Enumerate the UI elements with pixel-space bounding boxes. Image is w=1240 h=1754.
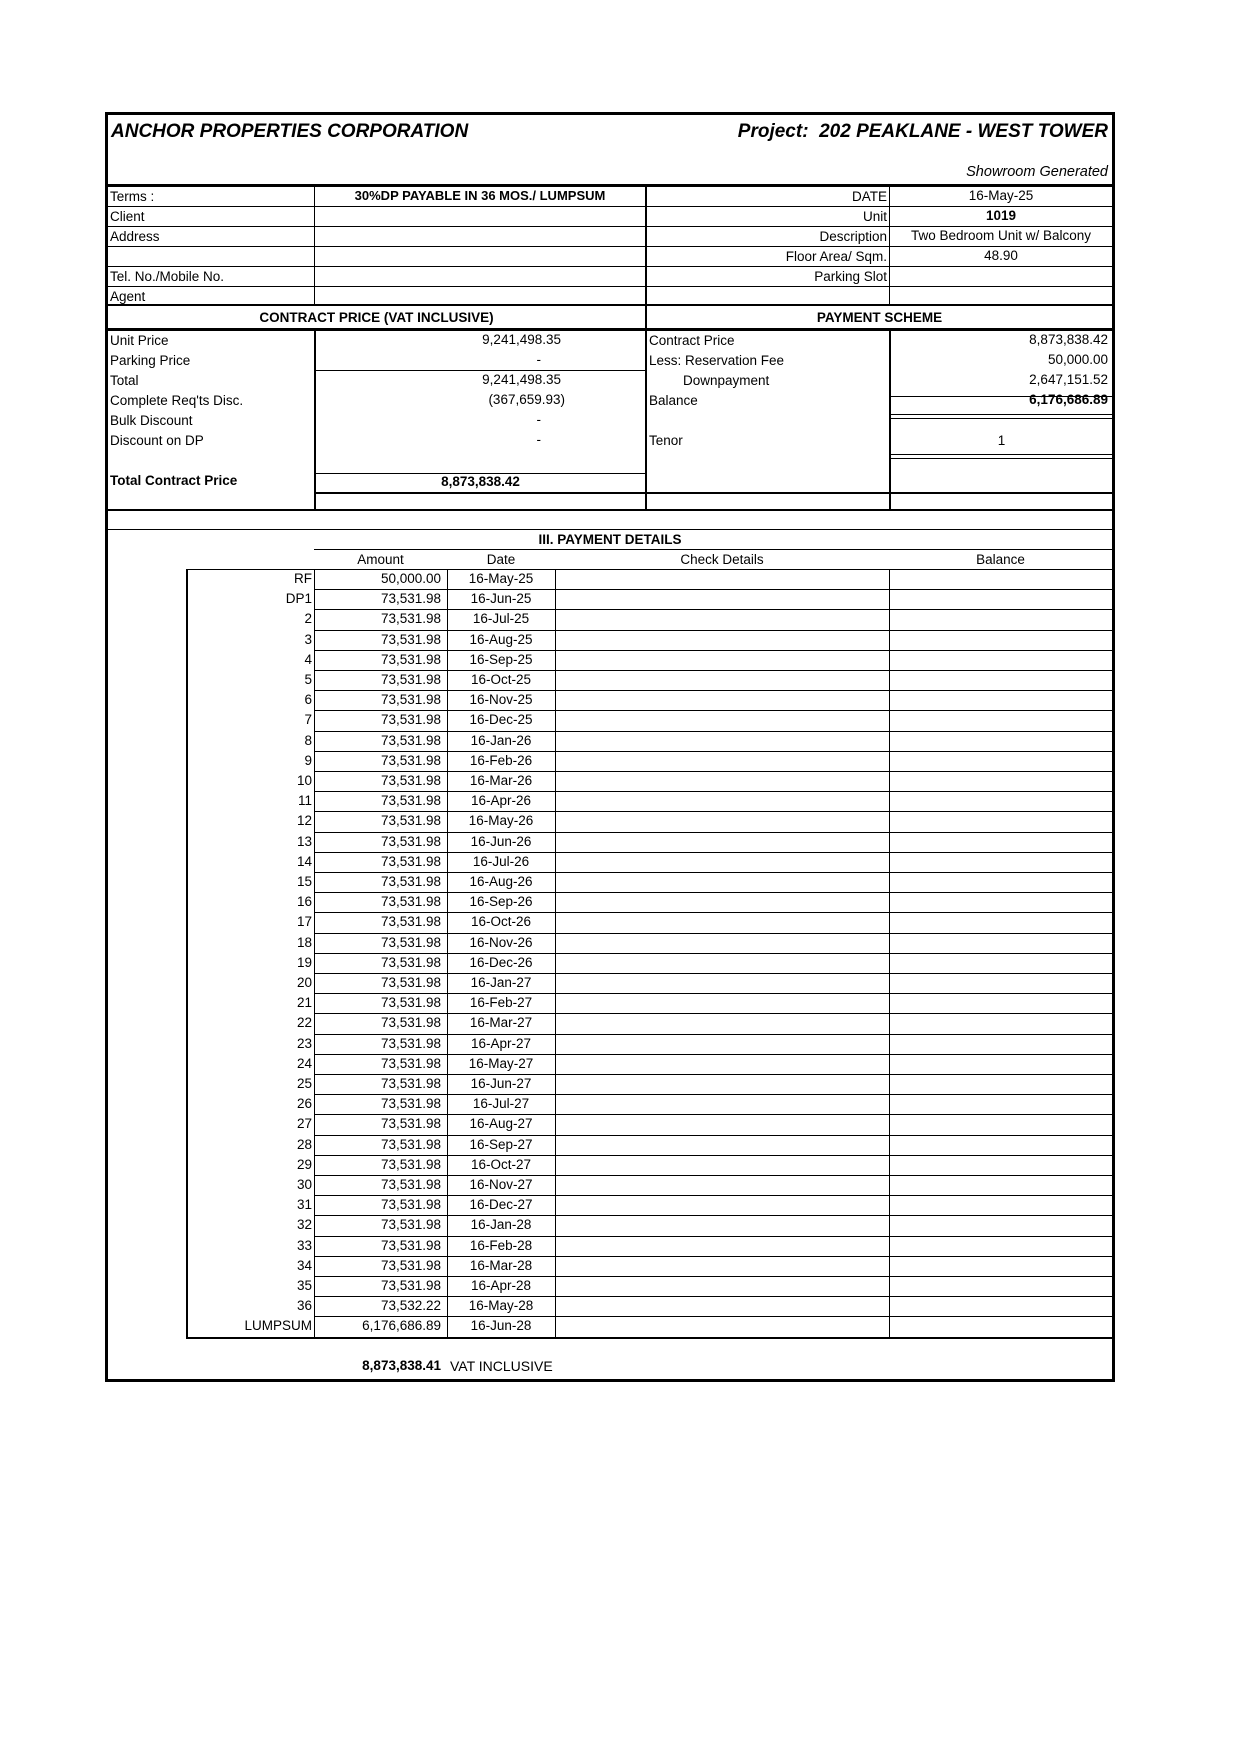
ps-contract-price-label: Contract Price bbox=[649, 333, 735, 348]
project-label: Project: bbox=[737, 121, 809, 142]
row-balance[interactable] bbox=[889, 1034, 1112, 1054]
table-row bbox=[108, 589, 1112, 609]
row-date: 16-Feb-28 bbox=[469, 1237, 533, 1253]
row-date: 16-Feb-26 bbox=[469, 752, 533, 768]
ps-downpayment-value: 2,647,151.52 bbox=[1029, 372, 1108, 387]
table-row bbox=[108, 1155, 1112, 1175]
table-row bbox=[108, 609, 1112, 629]
row-amount: 73,531.98 bbox=[380, 1156, 441, 1172]
row-check-details[interactable] bbox=[555, 1094, 889, 1114]
row-label: 3 bbox=[304, 631, 312, 647]
divider bbox=[108, 509, 1112, 511]
row-amount: 50,000.00 bbox=[380, 571, 441, 586]
row-check-details[interactable] bbox=[555, 1276, 889, 1296]
row-check-details[interactable] bbox=[555, 811, 889, 831]
ps-balance-value: 6,176,686.89 bbox=[1029, 392, 1108, 407]
row-label: 13 bbox=[296, 833, 312, 849]
row-check-details[interactable] bbox=[555, 933, 889, 953]
row-check-details[interactable] bbox=[555, 993, 889, 1013]
table-row bbox=[108, 1094, 1112, 1114]
unit-price-label: Unit Price bbox=[110, 333, 169, 348]
row-amount: 73,531.98 bbox=[380, 732, 441, 748]
row-check-details[interactable] bbox=[555, 852, 889, 872]
table-row bbox=[108, 690, 1112, 710]
discount-dp-label: Discount on DP bbox=[110, 433, 204, 448]
row-balance[interactable] bbox=[889, 973, 1112, 993]
row-amount: 73,531.98 bbox=[380, 793, 441, 809]
row-balance[interactable] bbox=[889, 811, 1112, 831]
row-amount: 73,531.98 bbox=[380, 833, 441, 849]
row-date: 16-Dec-25 bbox=[469, 712, 533, 728]
grand-total: 8,873,838.41 bbox=[362, 1358, 441, 1373]
row-balance[interactable] bbox=[889, 1296, 1112, 1316]
row-amount: 73,531.98 bbox=[380, 692, 441, 708]
row-amount: 73,531.98 bbox=[380, 1237, 441, 1253]
row-date: 16-May-25 bbox=[468, 571, 534, 586]
row-balance[interactable] bbox=[889, 953, 1112, 973]
row-date: 16-Mar-26 bbox=[469, 773, 533, 788]
row-date: 16-Dec-27 bbox=[469, 1197, 533, 1213]
row-date: 16-Jun-26 bbox=[470, 833, 532, 849]
unit-value: 1019 bbox=[985, 208, 1017, 223]
row-amount: 73,531.98 bbox=[380, 591, 441, 607]
row-date: 16-Jul-26 bbox=[472, 853, 530, 869]
ps-tenor-value: 1 bbox=[997, 433, 1006, 448]
row-amount: 73,531.98 bbox=[380, 631, 441, 647]
table-row bbox=[108, 1074, 1112, 1094]
row-date: 16-Apr-26 bbox=[470, 793, 532, 809]
row-amount: 73,531.98 bbox=[380, 874, 441, 889]
row-balance[interactable] bbox=[889, 933, 1112, 953]
table-row bbox=[108, 892, 1112, 912]
table-row bbox=[108, 1236, 1112, 1256]
client-label: Client bbox=[110, 209, 145, 224]
contract-price-title: CONTRACT PRICE (VAT INCLUSIVE) bbox=[259, 310, 494, 325]
row-label: 26 bbox=[296, 1096, 312, 1112]
divider bbox=[645, 306, 647, 328]
row-balance[interactable] bbox=[889, 1215, 1112, 1235]
row-label: 25 bbox=[296, 1076, 312, 1091]
row-balance[interactable] bbox=[889, 791, 1112, 811]
divider bbox=[645, 185, 647, 305]
row-label: 6 bbox=[304, 692, 312, 708]
col-amount-header: Amount bbox=[357, 552, 404, 567]
row-balance[interactable] bbox=[889, 1013, 1112, 1033]
table-row bbox=[108, 811, 1112, 831]
row-check-details[interactable] bbox=[555, 690, 889, 710]
row-label: 10 bbox=[296, 773, 312, 788]
row-label: 11 bbox=[297, 793, 312, 809]
row-amount: 73,531.98 bbox=[380, 1136, 441, 1152]
row-amount: 73,531.98 bbox=[380, 853, 441, 869]
project-name: 202 PEAKLANE - WEST TOWER bbox=[819, 121, 1108, 142]
row-check-details[interactable] bbox=[555, 892, 889, 912]
row-amount: 73,531.98 bbox=[380, 1257, 441, 1273]
row-check-details[interactable] bbox=[555, 630, 889, 650]
parking-price-label: Parking Price bbox=[110, 353, 191, 368]
row-balance[interactable] bbox=[889, 771, 1112, 791]
table-row bbox=[108, 1034, 1112, 1054]
row-amount: 73,531.98 bbox=[380, 1278, 441, 1293]
terms-value: 30%DP PAYABLE IN 36 MOS./ LUMPSUM bbox=[354, 188, 606, 203]
table-row bbox=[108, 710, 1112, 730]
row-date: 16-Oct-25 bbox=[470, 672, 532, 687]
row-balance[interactable] bbox=[889, 731, 1112, 751]
payment-table bbox=[108, 569, 1112, 1355]
row-amount: 73,531.98 bbox=[380, 975, 441, 990]
divider bbox=[108, 286, 1112, 287]
row-check-details[interactable] bbox=[555, 1236, 889, 1256]
row-balance[interactable] bbox=[889, 1276, 1112, 1296]
ps-tenor-label: Tenor bbox=[649, 433, 683, 448]
table-row bbox=[108, 751, 1112, 771]
row-date: 16-Nov-27 bbox=[469, 1177, 533, 1192]
row-check-details[interactable] bbox=[555, 1114, 889, 1134]
row-label: 31 bbox=[296, 1197, 312, 1213]
row-balance[interactable] bbox=[889, 1114, 1112, 1134]
table-row bbox=[108, 852, 1112, 872]
date-label: DATE bbox=[851, 189, 887, 204]
row-date: 16-Aug-27 bbox=[469, 1116, 533, 1132]
row-label: 36 bbox=[296, 1298, 312, 1314]
row-balance[interactable] bbox=[889, 852, 1112, 872]
row-check-details[interactable] bbox=[555, 589, 889, 609]
parking-price-value: - bbox=[536, 352, 541, 367]
description-label: Description bbox=[819, 229, 887, 244]
row-check-details[interactable] bbox=[555, 791, 889, 811]
row-label: LUMPSUM bbox=[244, 1318, 312, 1334]
row-check-details[interactable] bbox=[555, 771, 889, 791]
table-row bbox=[108, 1256, 1112, 1276]
row-label: 2 bbox=[304, 611, 312, 627]
row-balance[interactable] bbox=[889, 670, 1112, 690]
row-balance[interactable] bbox=[889, 1135, 1112, 1155]
table-row bbox=[108, 791, 1112, 811]
row-label: 8 bbox=[304, 732, 312, 748]
row-check-details[interactable] bbox=[555, 1316, 889, 1336]
row-date: 16-Sep-26 bbox=[469, 894, 533, 910]
divider bbox=[891, 414, 1112, 419]
row-date: 16-Jul-27 bbox=[472, 1096, 530, 1112]
row-check-details[interactable] bbox=[555, 832, 889, 852]
row-balance[interactable] bbox=[889, 1316, 1112, 1336]
divider bbox=[186, 1337, 1112, 1339]
terms-label: Terms : bbox=[110, 189, 155, 204]
divider bbox=[108, 266, 1112, 267]
col-balance-header: Balance bbox=[976, 552, 1025, 567]
row-date: 16-Jun-28 bbox=[470, 1318, 532, 1334]
table-row bbox=[108, 1114, 1112, 1134]
row-label: 29 bbox=[296, 1156, 312, 1172]
ps-reservation-label: Less: Reservation Fee bbox=[649, 353, 785, 368]
row-date: 16-Dec-26 bbox=[469, 954, 533, 970]
row-balance[interactable] bbox=[889, 1195, 1112, 1215]
row-balance[interactable] bbox=[889, 589, 1112, 609]
divider bbox=[315, 492, 646, 494]
row-amount: 73,531.98 bbox=[380, 813, 441, 829]
row-balance[interactable] bbox=[889, 650, 1112, 670]
row-balance[interactable] bbox=[889, 569, 1112, 589]
row-date: 16-Mar-27 bbox=[469, 1015, 533, 1031]
table-row bbox=[108, 912, 1112, 932]
generated-by: Showroom Generated bbox=[966, 164, 1108, 180]
complete-reqs-value: (367,659.93) bbox=[488, 392, 565, 407]
bulk-discount-label: Bulk Discount bbox=[110, 413, 193, 428]
row-balance[interactable] bbox=[889, 1094, 1112, 1114]
row-balance[interactable] bbox=[889, 912, 1112, 932]
table-row bbox=[108, 1195, 1112, 1215]
row-date: 16-May-27 bbox=[468, 1055, 534, 1071]
row-balance[interactable] bbox=[889, 710, 1112, 730]
row-label: 19 bbox=[296, 954, 312, 970]
table-row bbox=[108, 933, 1112, 953]
row-balance[interactable] bbox=[889, 872, 1112, 892]
row-amount: 73,531.98 bbox=[380, 712, 441, 728]
row-amount: 73,531.98 bbox=[380, 672, 441, 687]
ps-balance-label: Balance bbox=[649, 393, 698, 408]
row-check-details[interactable] bbox=[555, 973, 889, 993]
table-row bbox=[108, 771, 1112, 791]
row-balance[interactable] bbox=[889, 892, 1112, 912]
table-row bbox=[108, 872, 1112, 892]
row-amount: 73,531.98 bbox=[380, 752, 441, 768]
row-amount: 73,531.98 bbox=[380, 773, 441, 788]
table-row bbox=[108, 993, 1112, 1013]
row-amount: 6,176,686.89 bbox=[362, 1318, 441, 1334]
row-check-details[interactable] bbox=[555, 953, 889, 973]
row-balance[interactable] bbox=[889, 1256, 1112, 1276]
table-row bbox=[108, 973, 1112, 993]
row-amount: 73,531.98 bbox=[380, 1096, 441, 1112]
row-label: 20 bbox=[296, 975, 312, 990]
ps-contract-price-value: 8,873,838.42 bbox=[1029, 332, 1108, 347]
row-balance[interactable] bbox=[889, 832, 1112, 852]
col-check-header: Check Details bbox=[680, 552, 764, 567]
row-label: 4 bbox=[304, 651, 312, 667]
row-date: 16-Jan-27 bbox=[470, 975, 532, 990]
row-label: 7 bbox=[304, 712, 312, 728]
ps-downpayment-label: Downpayment bbox=[683, 373, 770, 388]
ps-reservation-value: 50,000.00 bbox=[1047, 352, 1108, 367]
row-check-details[interactable] bbox=[555, 1013, 889, 1033]
tel-label: Tel. No./Mobile No. bbox=[110, 269, 225, 284]
total-contract-value: 8,873,838.42 bbox=[441, 474, 520, 489]
row-balance[interactable] bbox=[889, 1074, 1112, 1094]
row-label: 35 bbox=[296, 1278, 312, 1293]
row-check-details[interactable] bbox=[555, 1034, 889, 1054]
parking-slot-label: Parking Slot bbox=[814, 269, 887, 284]
row-balance[interactable] bbox=[889, 751, 1112, 771]
floor-area-value: 48.90 bbox=[984, 248, 1018, 263]
row-date: 16-Apr-27 bbox=[470, 1035, 532, 1051]
row-balance[interactable] bbox=[889, 1175, 1112, 1195]
date-value: 16-May-25 bbox=[968, 188, 1034, 203]
table-row bbox=[108, 731, 1112, 751]
row-balance[interactable] bbox=[889, 993, 1112, 1013]
row-balance[interactable] bbox=[889, 1155, 1112, 1175]
row-check-details[interactable] bbox=[555, 912, 889, 932]
row-amount: 73,531.98 bbox=[380, 954, 441, 970]
total-contract-label: Total Contract Price bbox=[110, 473, 238, 488]
row-label: 34 bbox=[296, 1257, 312, 1273]
row-label: 22 bbox=[296, 1015, 312, 1031]
table-row bbox=[108, 1175, 1112, 1195]
row-date: 16-Aug-25 bbox=[469, 631, 533, 647]
row-label: 5 bbox=[304, 672, 312, 687]
row-check-details[interactable] bbox=[555, 1074, 889, 1094]
table-row bbox=[108, 832, 1112, 852]
col-date-header: Date bbox=[486, 552, 516, 567]
row-check-details[interactable] bbox=[555, 1296, 889, 1316]
total-label: Total bbox=[110, 373, 139, 388]
divider bbox=[647, 492, 1112, 494]
table-row bbox=[108, 569, 1112, 589]
row-date: 16-Mar-28 bbox=[469, 1257, 533, 1273]
row-date: 16-May-26 bbox=[468, 813, 534, 829]
address-label: Address bbox=[110, 229, 160, 244]
row-check-details[interactable] bbox=[555, 1256, 889, 1276]
row-label: 17 bbox=[296, 914, 312, 930]
divider bbox=[891, 454, 1112, 459]
unit-label: Unit bbox=[862, 209, 887, 224]
row-amount: 73,531.98 bbox=[380, 1015, 441, 1031]
row-label: 32 bbox=[296, 1217, 312, 1233]
row-date: 16-Nov-26 bbox=[469, 934, 533, 950]
row-amount: 73,531.98 bbox=[380, 1177, 441, 1192]
divider bbox=[108, 304, 1112, 306]
row-amount: 73,531.98 bbox=[380, 651, 441, 667]
total-value: 9,241,498.35 bbox=[482, 372, 561, 387]
contract-sheet bbox=[105, 112, 1115, 1382]
row-balance[interactable] bbox=[889, 630, 1112, 650]
unit-price-value: 9,241,498.35 bbox=[482, 332, 561, 347]
row-date: 16-Jun-25 bbox=[470, 591, 532, 607]
row-label: 16 bbox=[296, 894, 312, 910]
row-label: 24 bbox=[296, 1055, 312, 1071]
complete-reqs-label: Complete Req'ts Disc. bbox=[110, 393, 244, 408]
row-balance[interactable] bbox=[889, 690, 1112, 710]
row-label: 12 bbox=[296, 813, 312, 829]
row-amount: 73,531.98 bbox=[380, 1217, 441, 1233]
table-row bbox=[108, 1215, 1112, 1235]
row-check-details[interactable] bbox=[555, 1054, 889, 1074]
row-label: DP1 bbox=[285, 591, 312, 607]
row-date: 16-Aug-26 bbox=[469, 874, 533, 889]
row-date: 16-May-28 bbox=[468, 1298, 534, 1314]
row-date: 16-Jan-26 bbox=[470, 732, 532, 748]
row-date: 16-Oct-26 bbox=[470, 914, 532, 930]
row-amount: 73,531.98 bbox=[380, 995, 441, 1011]
payment-scheme-title: PAYMENT SCHEME bbox=[816, 310, 943, 325]
agent-label: Agent bbox=[110, 289, 146, 304]
row-date: 16-Feb-27 bbox=[469, 995, 533, 1011]
row-date: 16-Jul-25 bbox=[472, 611, 530, 627]
row-amount: 73,531.98 bbox=[380, 934, 441, 950]
row-label: RF bbox=[294, 571, 312, 586]
row-label: 23 bbox=[296, 1035, 312, 1051]
table-row bbox=[108, 1135, 1112, 1155]
row-check-details[interactable] bbox=[555, 1215, 889, 1235]
row-date: 16-Apr-28 bbox=[470, 1278, 532, 1293]
description-value: Two Bedroom Unit w/ Balcony bbox=[910, 228, 1092, 243]
row-check-details[interactable] bbox=[555, 1195, 889, 1215]
row-amount: 73,531.98 bbox=[380, 894, 441, 910]
grand-total-note: VAT INCLUSIVE bbox=[450, 1358, 553, 1374]
row-balance[interactable] bbox=[889, 1054, 1112, 1074]
row-balance[interactable] bbox=[889, 609, 1112, 629]
row-check-details[interactable] bbox=[555, 1175, 889, 1195]
table-row bbox=[108, 953, 1112, 973]
row-amount: 73,531.98 bbox=[380, 1055, 441, 1071]
row-label: 30 bbox=[296, 1177, 312, 1192]
row-date: 16-Jun-27 bbox=[470, 1076, 532, 1091]
row-check-details[interactable] bbox=[555, 569, 889, 589]
row-amount: 73,531.98 bbox=[380, 1197, 441, 1213]
table-row bbox=[108, 630, 1112, 650]
row-label: 14 bbox=[296, 853, 312, 869]
row-check-details[interactable] bbox=[555, 1135, 889, 1155]
table-row bbox=[108, 1316, 1112, 1336]
row-amount: 73,531.98 bbox=[380, 914, 441, 930]
row-amount: 73,531.98 bbox=[380, 1076, 441, 1091]
company-name: ANCHOR PROPERTIES CORPORATION bbox=[111, 121, 469, 142]
table-row bbox=[108, 1013, 1112, 1033]
row-amount: 73,531.98 bbox=[380, 1116, 441, 1132]
row-label: 18 bbox=[296, 934, 312, 950]
bulk-discount-value: - bbox=[536, 412, 541, 427]
row-amount: 73,531.98 bbox=[380, 611, 441, 627]
row-date: 16-Jan-28 bbox=[470, 1217, 532, 1233]
payment-details-title: III. PAYMENT DETAILS bbox=[538, 532, 682, 547]
table-row bbox=[108, 650, 1112, 670]
row-label: 15 bbox=[296, 874, 312, 889]
row-date: 16-Sep-25 bbox=[469, 651, 533, 667]
table-row bbox=[108, 1276, 1112, 1296]
row-date: 16-Sep-27 bbox=[469, 1136, 533, 1152]
row-check-details[interactable] bbox=[555, 1155, 889, 1175]
row-label: 21 bbox=[296, 995, 312, 1011]
row-date: 16-Nov-25 bbox=[469, 692, 533, 708]
row-label: 33 bbox=[296, 1237, 312, 1253]
row-check-details[interactable] bbox=[555, 650, 889, 670]
row-amount: 73,531.98 bbox=[380, 1035, 441, 1051]
row-check-details[interactable] bbox=[555, 710, 889, 730]
project-title bbox=[738, 121, 1108, 143]
row-balance[interactable] bbox=[889, 1236, 1112, 1256]
row-check-details[interactable] bbox=[555, 731, 889, 751]
table-row bbox=[108, 1296, 1112, 1316]
table-row bbox=[108, 1054, 1112, 1074]
discount-dp-value: - bbox=[536, 432, 541, 447]
row-check-details[interactable] bbox=[555, 609, 889, 629]
row-label: 27 bbox=[296, 1116, 312, 1132]
table-row bbox=[108, 670, 1112, 690]
floor-area-label: Floor Area/ Sqm. bbox=[785, 249, 887, 264]
row-check-details[interactable] bbox=[555, 670, 889, 690]
row-label: 9 bbox=[304, 752, 312, 768]
row-check-details[interactable] bbox=[555, 872, 889, 892]
row-label: 28 bbox=[296, 1136, 312, 1152]
row-amount: 73,532.22 bbox=[380, 1298, 441, 1314]
row-check-details[interactable] bbox=[555, 751, 889, 771]
row-date: 16-Oct-27 bbox=[470, 1156, 532, 1172]
